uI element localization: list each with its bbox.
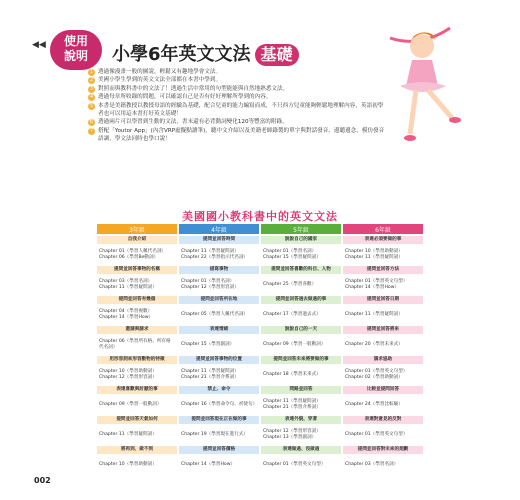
topic-cell: 提問並回答所在地 [179, 296, 259, 304]
chapter-cell: Chapter 06（學習所有格、所有格代名詞） [97, 336, 177, 354]
topic-cell: 提問並回答有幾個 [97, 296, 177, 304]
feature-point [88, 127, 388, 144]
chapter-row [97, 306, 423, 324]
chapter-cell: Chapter 20（學習未來式） [343, 336, 423, 354]
chapter-cell: Chapter 01（學習名詞） Chapter 15（學習疑問詞） [261, 246, 341, 264]
chapter-cell: Chapter 09（學習一般動詞） [97, 396, 177, 414]
chapter-cell: Chapter 05（學習人稱代名詞） [179, 306, 259, 324]
topic-row [97, 416, 423, 424]
chapter-cell: Chapter 24（學習比較級） [343, 396, 423, 414]
chapter-cell: Chapter 01（學習英文句型） [343, 426, 423, 444]
point-text: 美國小學生學到的英文文法全部都在本書中學到。 [98, 77, 222, 84]
topic-cell: 提問並回答日期 [343, 296, 423, 304]
topic-cell: 表達喜歡與討厭的事 [97, 386, 177, 394]
feature-point [88, 68, 388, 76]
feature-point [88, 93, 388, 101]
column-header-grade4: 4年級 [179, 224, 259, 234]
title-chip: 基礎 [255, 44, 299, 66]
point-number-badge: 2 [89, 77, 94, 84]
topic-row [97, 236, 423, 244]
topic-cell: 提問並回答未來將要做的事 [261, 356, 341, 364]
chapter-row [97, 366, 423, 384]
point-number-badge: 3 [89, 85, 94, 92]
arrow-decoration-icon: ◀◀ [32, 40, 46, 50]
point-number-badge: 5 [89, 102, 94, 109]
topic-cell: 表達對意見的反對 [343, 416, 423, 424]
page-title [112, 40, 299, 66]
chapter-cell: Chapter 01（學習英文句型） [261, 456, 341, 474]
chapter-row [97, 396, 423, 414]
topic-cell: 提問並回答對未來的規劃 [343, 446, 423, 454]
topic-cell: 表達外貌、穿著 [261, 416, 341, 424]
chapter-cell: Chapter 14（學習How） [179, 456, 259, 474]
chapter-cell: Chapter 09（學習一般動詞） [261, 336, 341, 354]
column-header-grade6: 6年級 [343, 224, 423, 234]
topic-cell: 提問並回答過去做過的事 [261, 296, 341, 304]
chapter-cell: Chapter 11（學習疑問詞） [343, 306, 423, 324]
title-text: 小學6年英文文法 [112, 44, 251, 65]
badge-line-2: 說明 [63, 49, 88, 63]
topic-cell: 自我介紹 [97, 236, 177, 244]
chapter-cell: Chapter 18（學習未來式） [261, 366, 341, 384]
feature-list [88, 68, 388, 144]
topic-row [97, 266, 423, 274]
topic-cell: 表達情緒 [179, 326, 259, 334]
topic-cell: 提問並回答事物的位置 [179, 356, 259, 364]
topic-cell: 說說自己的國家 [261, 236, 341, 244]
chapter-cell: Chapter 11（學習疑問詞） Chapter 21（學習介系詞） [179, 366, 259, 384]
feature-point [88, 76, 388, 84]
point-text: 對照而與教科書中的文法了！透過生活中常用的句型能能與自然地熟悉文法。 [98, 85, 289, 92]
chapter-cell: Chapter 03（學習名詞） [343, 456, 423, 474]
chapter-cell: Chapter 10（學習助動詞） Chapter 12（學習形容詞） [97, 366, 177, 384]
topic-cell: 提問並回答喜歡的科目、人物 [261, 266, 341, 274]
chapter-cell: Chapter 10（學習助動詞） [97, 456, 177, 474]
topic-cell: 將再到、做不到 [97, 446, 177, 454]
chapter-cell: Chapter 12（學習形容詞） Chapter 13（學習副詞） [261, 426, 341, 444]
point-number-badge: 1 [89, 69, 94, 75]
chapter-cell: Chapter 01（學習英文句型） Chapter 02（學習助動詞） [343, 366, 423, 384]
topic-cell: 說說自己的一天 [261, 326, 341, 334]
badge-line-1: 使用 [63, 34, 88, 48]
chapter-cell: Chapter 19（學習現在進行式） [179, 426, 259, 444]
topic-cell: 提問並回答時間 [179, 236, 259, 244]
point-text: 透過兩片可以學習到生動的文法，書末還有必背動詞變化120等豐富的附錄。 [98, 119, 288, 126]
topic-cell: 提問並回答價格 [179, 446, 259, 454]
topic-row [97, 296, 423, 304]
topic-cell: 問路並回答 [261, 386, 341, 394]
chapter-cell: Chapter 11（學習疑問詞） [97, 426, 177, 444]
point-number-badge: 4 [89, 94, 94, 101]
topic-cell: 提問並回答事物的名稱 [97, 266, 177, 274]
chapter-cell: Chapter 25（學習喜歡） [261, 276, 341, 294]
topic-cell: 提問並回答現在正在做的事 [179, 416, 259, 424]
chapter-cell: Chapter 03（學習名詞） Chapter 11（學習疑問詞） [97, 276, 177, 294]
column-header-grade3: 3年級 [97, 224, 177, 234]
topic-row [97, 326, 423, 334]
topic-cell: 提問並回答天氣如何 [97, 416, 177, 424]
chapter-row [97, 246, 423, 264]
chapter-cell: Chapter 10（學習助動詞） Chapter 11（學習疑問詞） [343, 246, 423, 264]
chapter-cell: Chapter 11（學習疑問詞） Chapter 21（學習介系詞） [261, 396, 341, 414]
usage-badge [50, 30, 102, 70]
page-number: 002 [34, 476, 51, 485]
topic-cell: 請求協助 [343, 356, 423, 364]
chapter-cell: Chapter 01（學習名詞） Chapter 12（學習形容詞） [179, 276, 259, 294]
topic-row [97, 446, 423, 454]
chapter-cell: Chapter 15（學習副詞） [179, 336, 259, 354]
feature-point [88, 85, 388, 93]
chapter-row [97, 456, 423, 474]
topic-cell: 用形容詞來形容動物的特徵 [97, 356, 177, 364]
chapter-cell: Chapter 11（學習疑問詞） Chapter 22（學習指示代名詞） [179, 246, 259, 264]
chapter-row [97, 276, 423, 294]
chapter-row [97, 426, 423, 444]
chapter-row [97, 336, 423, 354]
feature-point [88, 102, 388, 119]
topic-row [97, 386, 423, 394]
point-text: 本書是美籍教授以教授母語的經驗為基礎，配合兒童的能力編寫而成，不只西方兒童能夠輕鬆地理解內容，英語初學者也可以用這本書打好英文基礎！ [98, 102, 384, 118]
column-header-grade5: 5年級 [261, 224, 341, 234]
topic-cell: 表達做過、沒做過 [261, 446, 341, 454]
topic-cell: 描寫事物 [179, 266, 259, 274]
chapter-cell: Chapter 01（學習英文句型） Chapter 14（學習How） [343, 276, 423, 294]
point-text: 透過像漫畫一般的圖說，輕鬆又有趣地學會文法。 [98, 69, 222, 75]
point-number-badge: 6 [89, 119, 94, 126]
grammar-table [95, 222, 425, 476]
point-text: 搭配「Youtor App」(內含VRP虛擬點讀筆)，聽中文介紹以及美籍老師錄製的單字與對話發音，邊聽邊念，模仿發音語調，學文法同時也學口說！ [98, 127, 385, 143]
chapter-cell: Chapter 16（學習命令句、祈使句） [179, 396, 259, 414]
topic-cell: 提問並回答方法 [343, 266, 423, 274]
point-number-badge: 7 [89, 127, 94, 134]
topic-cell: 比較並提問回答 [343, 386, 423, 394]
point-text: 透過每章所收錄的問題，可以確認自己是否有好好理解所學到的內容。 [98, 94, 272, 101]
topic-cell: 提問並回答將來 [343, 326, 423, 334]
topic-cell: 表達必須要做的事 [343, 236, 423, 244]
topic-cell: 邀請與請求 [97, 326, 177, 334]
chapter-cell: Chapter 01（學習人稱代名詞） Chapter 06（學習Be動詞） [97, 246, 177, 264]
chapter-cell: Chapter 17（學習過去式） [261, 306, 341, 324]
topic-cell: 禁止、命令 [179, 386, 259, 394]
feature-point [88, 118, 388, 126]
chapter-cell: Chapter 04（學習複數） Chapter 14（學習How） [97, 306, 177, 324]
table-title: 美國國小教科書中的英文文法 [182, 210, 338, 223]
topic-row [97, 356, 423, 364]
